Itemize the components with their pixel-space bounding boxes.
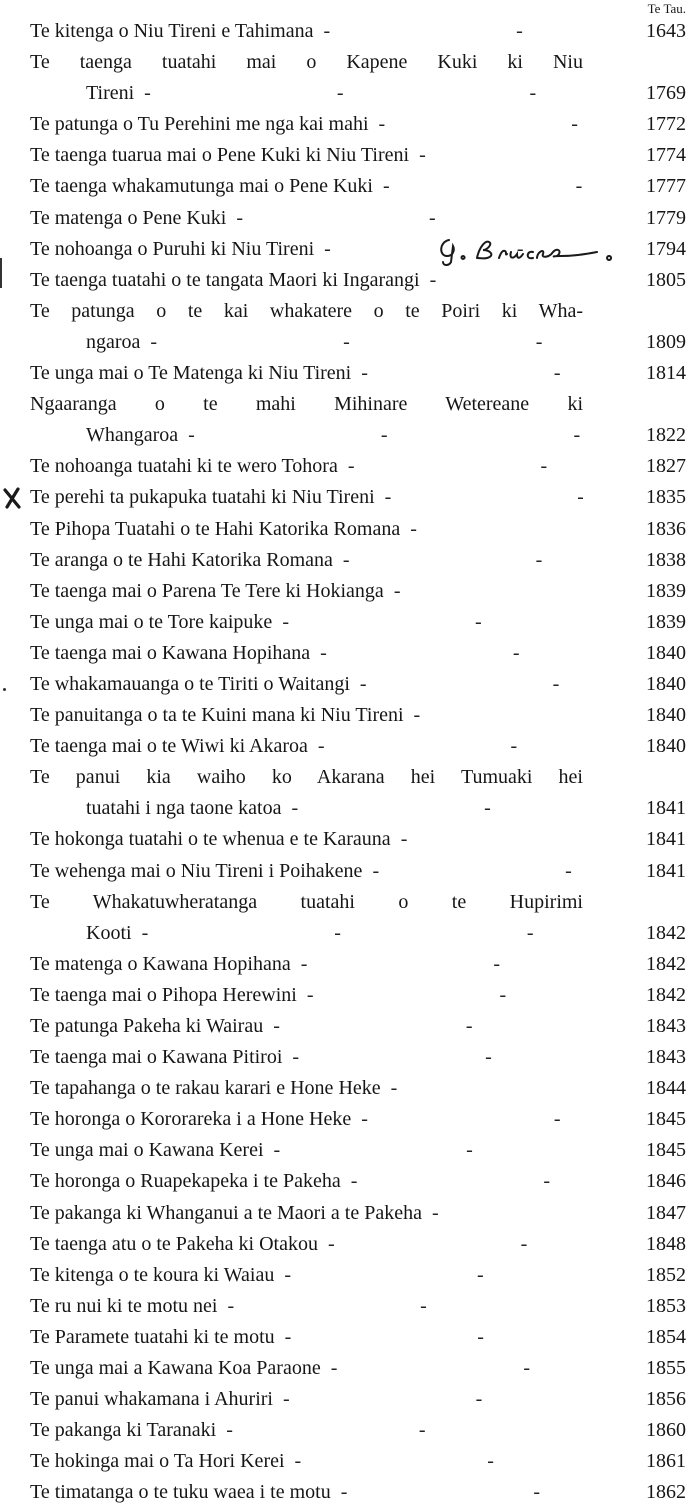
- leader-dashes: [275, 1322, 583, 1353]
- entry-text: Te kitenga o Niu Tireni e Tahimana: [30, 20, 314, 42]
- leader-dashes: [281, 793, 583, 824]
- list-item: [0, 1322, 688, 1353]
- leader-dashes: [274, 1260, 583, 1291]
- entry-text: Te Paramete tuatahi ki te motu: [30, 1325, 275, 1348]
- list-item: [0, 856, 688, 887]
- list-item: [0, 451, 688, 482]
- entry-year: 1835: [646, 486, 686, 509]
- entry-text: Te taenga mai o te Wiwi ki Akaroa: [30, 735, 308, 758]
- leader-dashes: [226, 203, 583, 234]
- entry-text: Te unga mai o te Tore kaipuke: [30, 610, 273, 633]
- entry-text: Te panui whakamana i Ahuriri: [30, 1388, 273, 1411]
- entry-year: 1862: [646, 1481, 686, 1504]
- entry-text: Te horonga o Kororareka i a Hone Heke: [30, 1108, 352, 1131]
- leader-dashes: [217, 1291, 583, 1322]
- list-item: [0, 358, 688, 389]
- list-item: [0, 1446, 688, 1477]
- entry-text: Te whakamauanga o te Tiriti o Waitangi: [30, 672, 350, 695]
- entry-text: Te taenga mai o Parena Te Tere ki Hokianga: [30, 579, 384, 602]
- list-item: [0, 482, 688, 513]
- leader-dashes: [313, 16, 583, 47]
- list-item: [0, 638, 688, 669]
- entry-year: 1841: [646, 797, 686, 820]
- entry-text: Te perehi ta pukapuka tuatahi ki Niu Tireni: [30, 486, 375, 509]
- entry-year: 1846: [646, 1170, 686, 1193]
- leader-dashes: [134, 78, 583, 109]
- leader-dashes: [381, 1073, 583, 1104]
- entry-text: Te taenga atu o te Pakeha ki Otakou: [30, 1232, 318, 1255]
- entry-text: Te taenga mai o Kawana Hopihana: [30, 641, 311, 664]
- entry-text: Te hokinga mai o Ta Hori Kerei: [30, 1450, 285, 1473]
- entry-text: Te wehenga mai o Niu Tireni i Poihakene: [30, 859, 363, 882]
- list-item: [0, 1353, 688, 1384]
- entry-year: 1643: [646, 20, 686, 42]
- list-item: [0, 171, 688, 202]
- list-item: [0, 1198, 688, 1229]
- list-item: [0, 669, 688, 700]
- entry-year: 1855: [646, 1357, 686, 1380]
- leader-dashes: [400, 514, 583, 545]
- entry-year: 1841: [646, 828, 686, 851]
- entry-year: 1844: [646, 1077, 686, 1100]
- list-item: [0, 1104, 688, 1135]
- leader-dashes: [384, 576, 583, 607]
- leader-dashes: [422, 1198, 583, 1229]
- entry-text: Te nohoanga tuatahi ki te wero Tohora: [30, 455, 338, 478]
- entry-text: Te pakanga ki Whanganui a te Maori a te Pakeha: [30, 1201, 422, 1224]
- entry-year: 1822: [646, 424, 686, 447]
- list-item: [0, 234, 688, 265]
- list-item: [0, 109, 688, 140]
- entry-text: Te tapahanga o te rakau karari e Hone Heke: [30, 1077, 381, 1100]
- entry-year: 1840: [646, 672, 686, 695]
- entry-year: 1840: [646, 704, 686, 727]
- leader-dashes: [272, 607, 583, 638]
- year-column-heading: Te Tau.: [647, 1, 686, 16]
- list-item: [0, 265, 688, 296]
- leader-dashes: [333, 545, 583, 576]
- list-item: [0, 1384, 688, 1415]
- list-item: [0, 514, 688, 545]
- list-item: [0, 1291, 688, 1322]
- entry-year: 1842: [646, 983, 686, 1006]
- entry-year: 1860: [646, 1419, 686, 1442]
- entry-text-line2: tuatahi i nga taone katoa: [86, 797, 282, 820]
- entry-text-line1: Ngaaranga o te mahi Mihinare Wetereane ki: [30, 393, 583, 416]
- leader-dashes: [282, 1042, 583, 1073]
- list-item: [0, 607, 688, 638]
- list-item: [0, 47, 688, 109]
- leader-dashes: [132, 918, 583, 949]
- list-item: [0, 1166, 688, 1197]
- entry-text-line1: Te patunga o te kai whakatere o te Poiri ki Wha-: [30, 299, 583, 322]
- entry-year: 1839: [646, 610, 686, 633]
- entry-text: Te nohoanga o Puruhi ki Niu Tireni: [30, 237, 315, 260]
- list-item: [0, 576, 688, 607]
- entry-text: Te horonga o Ruapekapeka i te Pakeha: [30, 1170, 341, 1193]
- leader-dashes: [420, 265, 583, 296]
- list-item: [0, 1229, 688, 1260]
- leader-dashes: [341, 1166, 583, 1197]
- entry-year: 1852: [646, 1263, 686, 1286]
- leader-dashes: [273, 1384, 583, 1415]
- entry-text-line1: Te panui kia waiho ko Akarana hei Tumuaki hei: [30, 766, 583, 789]
- list-item: [0, 389, 688, 451]
- entry-year: 1847: [646, 1201, 686, 1224]
- list-item: [0, 1415, 688, 1446]
- entry-text: Te Pihopa Tuatahi o te Hahi Katorika Romana: [30, 517, 401, 540]
- entry-text-line1: Te taenga tuatahi mai o Kapene Kuki ki Niu: [30, 51, 583, 74]
- leader-dashes: [369, 109, 583, 140]
- entry-text-line2: Kooti: [86, 921, 132, 944]
- entry-year: 1794: [646, 237, 686, 260]
- entry-year: 1839: [646, 579, 686, 602]
- entry-text: Te hokonga tuatahi o te whenua e te Karauna: [30, 828, 391, 851]
- entry-year: 1843: [646, 1046, 686, 1069]
- list-item: [0, 1073, 688, 1104]
- entry-year: 1853: [646, 1294, 686, 1317]
- leader-dashes: [351, 358, 583, 389]
- leader-dashes: [321, 1353, 583, 1384]
- leader-dashes: [310, 638, 583, 669]
- list-item: [0, 762, 688, 824]
- leader-dashes: [338, 451, 583, 482]
- entry-year: 1842: [646, 921, 686, 944]
- entry-year: 1840: [646, 735, 686, 758]
- list-item: [0, 949, 688, 980]
- entry-year: 1769: [646, 82, 686, 105]
- entry-year: 1841: [646, 859, 686, 882]
- margin-pencil-mark: [0, 258, 2, 288]
- leader-dashes: [285, 1446, 583, 1477]
- entry-year: 1843: [646, 1015, 686, 1037]
- entry-year: 1827: [646, 455, 686, 478]
- entry-year: 1845: [646, 1139, 686, 1162]
- margin-dot: [3, 688, 6, 691]
- list-item: [0, 140, 688, 171]
- list-item: [0, 887, 688, 949]
- entry-text-line2: ngaroa: [86, 330, 141, 353]
- leader-dashes: [350, 669, 583, 700]
- list-item: [0, 700, 688, 731]
- entry-text: Te taenga whakamutunga mai o Pene Kuki: [30, 175, 373, 198]
- leader-dashes: [308, 731, 583, 762]
- entry-year: 1814: [646, 362, 686, 385]
- entry-text: Te patunga o Tu Perehini me nga kai mahi: [30, 113, 369, 136]
- leader-dashes: [216, 1415, 583, 1446]
- handwritten-x-mark: [2, 487, 22, 509]
- list-item: [0, 731, 688, 762]
- entry-year: 1848: [646, 1232, 686, 1255]
- entry-text-line1: Te Whakatuwheratanga tuatahi o te Hupirimi: [30, 890, 583, 913]
- entry-text: Te kitenga o te koura ki Waiau: [30, 1263, 275, 1286]
- entry-year: 1774: [646, 144, 686, 167]
- entry-text-line2: Whangaroa: [86, 424, 179, 447]
- entry-text: Te aranga o te Hahi Katorika Romana: [30, 548, 333, 571]
- entry-year: 1779: [646, 206, 686, 229]
- entry-text: Te unga mai o Te Matenga ki Niu Tireni: [30, 362, 352, 385]
- leader-dashes: [409, 140, 583, 171]
- list-item: [0, 296, 688, 358]
- entry-text: Te timatanga o te tuku waea i te motu: [30, 1481, 331, 1504]
- handwritten-signature: [437, 234, 622, 268]
- entry-year: 1809: [646, 330, 686, 353]
- entry-text: Te taenga mai o Pihopa Herewini: [30, 983, 297, 1006]
- list-item: [0, 980, 688, 1011]
- list-item: [0, 824, 688, 855]
- leader-dashes: [318, 1229, 583, 1260]
- leader-dashes: [291, 949, 583, 980]
- leader-dashes: [140, 327, 583, 358]
- entry-year: 1854: [646, 1325, 686, 1348]
- leader-dashes: [375, 482, 583, 513]
- entry-year: 1856: [646, 1388, 686, 1411]
- entry-text: Te taenga tuarua mai o Pene Kuki ki Niu Tireni: [30, 144, 410, 167]
- leader-dashes: [178, 420, 583, 451]
- entry-text: Te matenga o Pene Kuki: [30, 206, 227, 229]
- entry-text: Te patunga Pakeha ki Wairau: [30, 1015, 264, 1037]
- entry-year: 1836: [646, 517, 686, 540]
- list-item: [0, 1011, 688, 1042]
- entry-year: 1772: [646, 113, 686, 136]
- leader-dashes: [404, 700, 583, 731]
- list-item: [0, 1042, 688, 1073]
- list-item: [0, 1260, 688, 1291]
- entry-year: 1845: [646, 1108, 686, 1131]
- entry-text: Te unga mai a Kawana Koa Paraone: [30, 1357, 321, 1380]
- list-item: [0, 16, 688, 47]
- entry-text: Te taenga mai o Kawana Pitiroi: [30, 1046, 283, 1069]
- chronology-list: [0, 16, 688, 1509]
- entry-text: Te ru nui ki te motu nei: [30, 1294, 218, 1317]
- entry-year: 1842: [646, 952, 686, 975]
- entry-year: 1805: [646, 268, 686, 291]
- leader-dashes: [264, 1135, 584, 1166]
- entry-text-line2: Tireni: [86, 82, 135, 105]
- entry-year: 1840: [646, 641, 686, 664]
- entry-text: Te unga mai o Kawana Kerei: [30, 1139, 264, 1162]
- leader-dashes: [362, 856, 583, 887]
- entry-text: Te panuitanga o ta te Kuini mana ki Niu Tireni: [30, 704, 404, 727]
- entry-year: 1838: [646, 548, 686, 571]
- entry-year: 1777: [646, 175, 686, 198]
- entry-text: Te taenga tuatahi o te tangata Maori ki Ingarangi: [30, 268, 420, 291]
- list-item: [0, 1135, 688, 1166]
- list-item: [0, 545, 688, 576]
- leader-dashes: [297, 980, 583, 1011]
- leader-dashes: [351, 1104, 583, 1135]
- entry-text: Te pakanga ki Taranaki: [30, 1419, 217, 1442]
- leader-dashes: [373, 171, 583, 202]
- entry-text: Te matenga o Kawana Hopihana: [30, 952, 291, 975]
- leader-dashes: [263, 1011, 583, 1042]
- entry-year: 1861: [646, 1450, 686, 1473]
- leader-dashes: [391, 824, 583, 855]
- list-item: [0, 203, 688, 234]
